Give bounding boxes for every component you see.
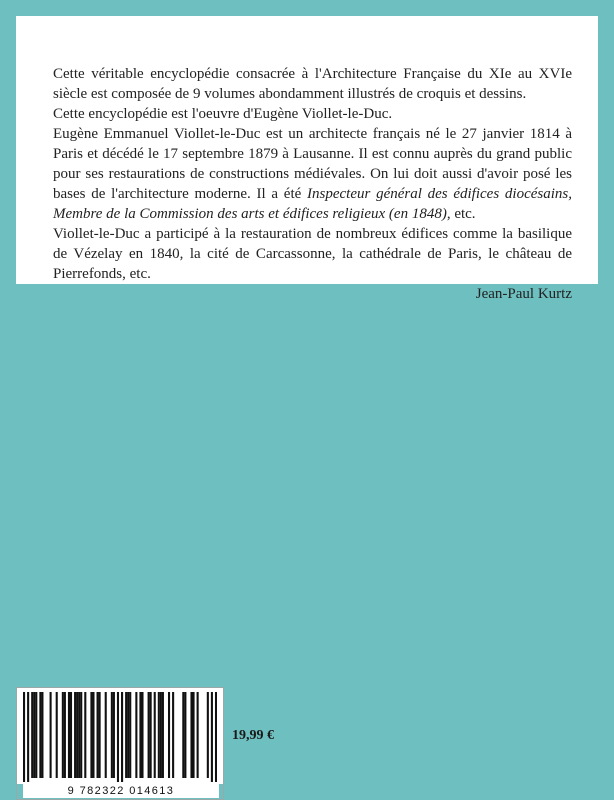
description-panel bbox=[16, 16, 598, 302]
barcode-bar bbox=[111, 692, 113, 778]
barcode-bar bbox=[150, 692, 152, 778]
barcode-bar bbox=[154, 692, 156, 778]
barcode-bar bbox=[76, 692, 78, 778]
barcode-bar bbox=[50, 692, 52, 778]
restorations-paragraph: Viollet-le-Duc a participé à la restauration de nombreux édifices comme la basilique de Vézelay en 1840, la cité de Carcassonne, la cathédrale de Paris, le château de Pierrefonds, etc. bbox=[53, 226, 572, 282]
biography-paragraph bbox=[53, 124, 572, 224]
barcode-bar bbox=[190, 692, 192, 778]
barcode-area bbox=[17, 688, 223, 784]
barcode-bar bbox=[70, 692, 72, 778]
barcode-bar bbox=[80, 692, 82, 778]
author-signature: Jean-Paul Kurtz bbox=[475, 286, 572, 302]
barcode-bar bbox=[33, 692, 35, 778]
description-paragraph-2: Cette encyclopédie est l'oeuvre d'Eugène Viollet-le-Duc. bbox=[53, 106, 393, 122]
barcode-bar bbox=[182, 692, 184, 778]
barcode-bar bbox=[68, 692, 70, 778]
barcode-bar bbox=[78, 692, 80, 778]
price-label: 19,99 € bbox=[232, 728, 274, 743]
barcode-bar bbox=[192, 692, 194, 778]
barcode-bar bbox=[62, 692, 64, 778]
barcode-bar bbox=[39, 692, 41, 778]
biography-text: Eugène Emmanuel Viollet-le-Duc est un architecte français né le 27 janvier 1814 à Paris et décédé le 17 septembre 1879 à Lausanne. Il est connu auprès du grand public pour ses restaurations de constructions médiévales. On lui doit aussi d'avoir posé les bases de l'architecture moderne. Il a été bbox=[53, 126, 572, 202]
barcode-bar bbox=[207, 692, 209, 778]
isbn-number: 9 782322 014613 bbox=[23, 784, 219, 798]
barcode-bar bbox=[135, 692, 137, 778]
barcode-bar bbox=[211, 692, 213, 782]
barcode-bar bbox=[148, 692, 150, 778]
barcode-bar bbox=[162, 692, 164, 778]
barcode-bar bbox=[113, 692, 115, 778]
barcode-bar bbox=[197, 692, 199, 778]
barcode-bar bbox=[99, 692, 101, 778]
barcode-bar bbox=[215, 692, 217, 782]
barcode-bar bbox=[92, 692, 94, 778]
barcode-bar bbox=[41, 692, 43, 778]
barcode-bar bbox=[64, 692, 66, 778]
barcode-bar bbox=[127, 692, 129, 778]
barcode-bar bbox=[56, 692, 58, 778]
barcode-bar bbox=[141, 692, 143, 778]
barcode-bar bbox=[35, 692, 37, 778]
barcode-bar bbox=[168, 692, 170, 778]
barcode-bar bbox=[27, 692, 29, 782]
barcode-bar bbox=[129, 692, 131, 778]
barcode-bar bbox=[139, 692, 141, 778]
barcode-bar bbox=[105, 692, 107, 778]
biography-text-end: , etc. bbox=[446, 206, 476, 222]
description-paragraph-1: Cette véritable encyclopédie consacrée à l'Architecture Française du XIe au XVIe siècle est composée de 9 volumes abondamment illustrés de croquis et dessins. bbox=[53, 66, 572, 102]
barcode-bar bbox=[90, 692, 92, 778]
barcode-bar bbox=[125, 692, 127, 778]
barcode-icon bbox=[23, 692, 217, 782]
barcode-bar bbox=[97, 692, 99, 778]
biography-titles: Inspecteur général des édifices diocésains, Membre de la Commission des arts et édifices religieux (en 1848) bbox=[53, 186, 572, 222]
barcode-bar bbox=[84, 692, 86, 778]
barcode-bar bbox=[31, 692, 33, 778]
barcode-bar bbox=[121, 692, 123, 782]
barcode-bar bbox=[172, 692, 174, 778]
barcode-bar bbox=[184, 692, 186, 778]
barcode-box bbox=[16, 687, 224, 800]
barcode-bar bbox=[158, 692, 160, 778]
barcode-bar bbox=[23, 692, 25, 782]
barcode-bar bbox=[74, 692, 76, 778]
barcode-bar bbox=[160, 692, 162, 778]
barcode-bar bbox=[117, 692, 119, 782]
